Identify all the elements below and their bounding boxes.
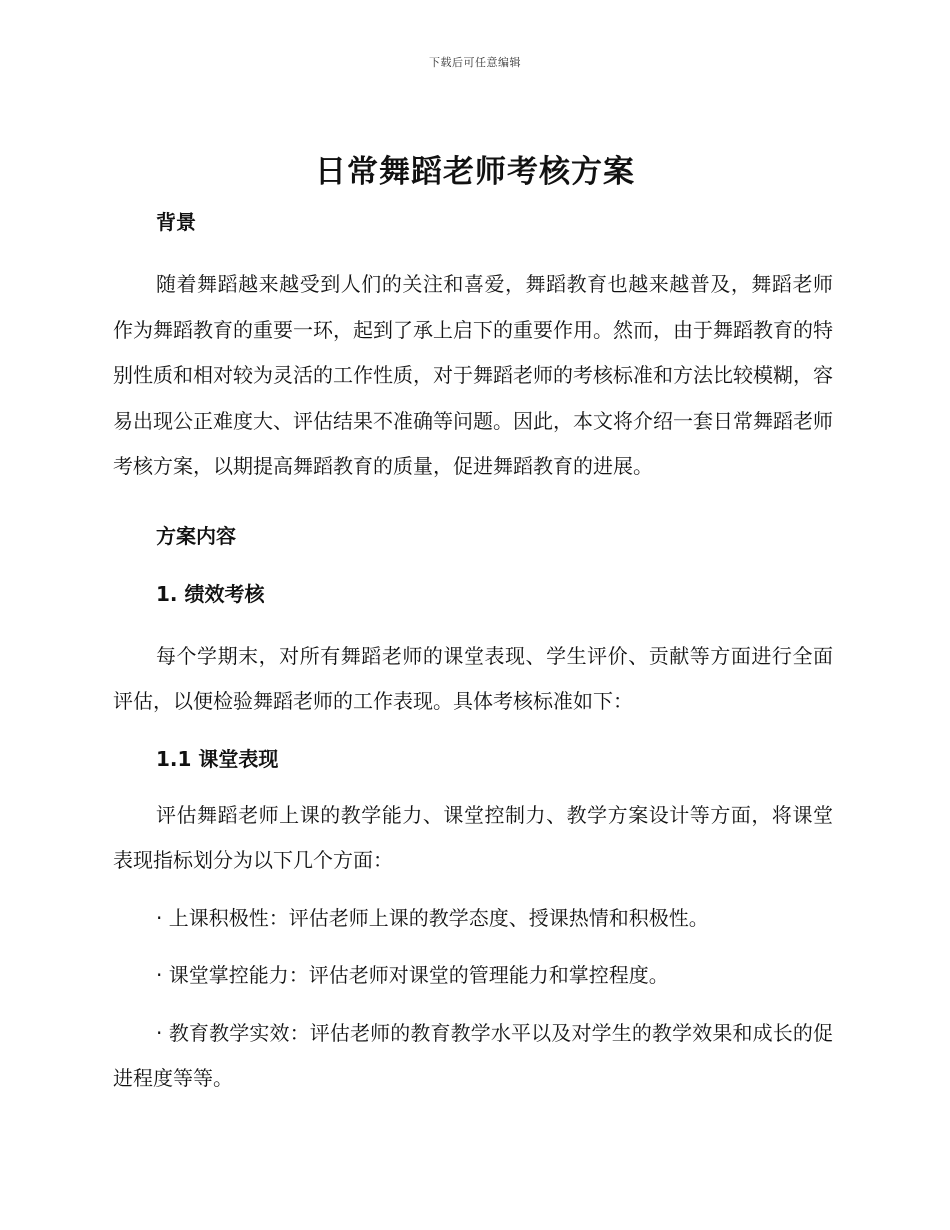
section-heading-classroom: 1.1 课堂表现 <box>156 746 279 771</box>
bullet-item: · 课堂掌控能力：评估老师对课堂的管理能力和掌控程度。 <box>156 963 669 987</box>
paragraph-performance: 每个学期末，对所有舞蹈老师的课堂表现、学生评价、贡献等方面进行全面评估，以便检验舞蹈老师的工作表现。具体考核标准如下： <box>113 643 833 713</box>
paragraph-classroom: 评估舞蹈老师上课的教学能力、课堂控制力、教学方案设计等方面，将课堂表现指标划分为以下几个方面： <box>113 802 833 872</box>
bullet-item: · 教育教学实效：评估老师的教育教学水平以及对学生的教学效果和成长的促进程度等等。 <box>113 1020 833 1090</box>
section-heading-background: 背景 <box>156 210 196 234</box>
bullet-item: · 上课积极性：评估老师上课的教学态度、授课热情和积极性。 <box>156 905 709 930</box>
document-body <box>113 204 833 1102</box>
paragraph-background: 随着舞蹈越来越受到人们的关注和喜爱，舞蹈教育也越来越普及，舞蹈老师作为舞蹈教育的重要一环，起到了承上启下的重要作用。然而，由于舞蹈教育的特别性质和相对较为灵活的工作性质，对于舞蹈老师的考核标准和方法比较模糊，容易出现公正难度大、评估结果不准确等问题。因此，本文将介绍一套日常舞蹈老师考核方案，以期提高舞蹈教育的质量，促进舞蹈教育的进展。 <box>113 272 833 478</box>
document-title: 日常舞蹈老师考核方案 <box>315 154 635 190</box>
section-heading-performance: 1. 绩效考核 <box>156 581 265 606</box>
page-header-note: 下载后可任意编辑 <box>429 56 521 69</box>
section-heading-plan: 方案内容 <box>156 523 236 548</box>
